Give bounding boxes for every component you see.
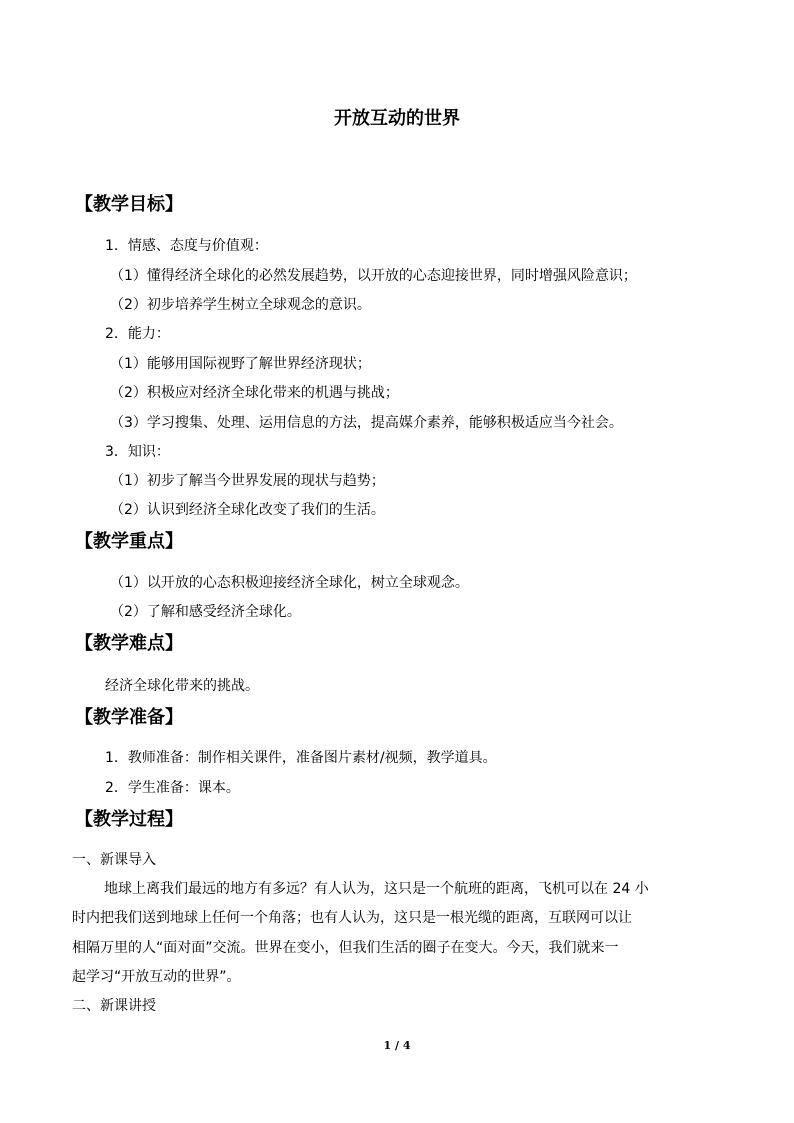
- section-heading-goals: 【教学目标】: [75, 194, 183, 215]
- goal-item: 3．知识：: [105, 444, 170, 460]
- difficulty-item: 经济全球化带来的挑战。: [105, 678, 259, 694]
- goal-item: （3）学习搜集、处理、运用信息的方法，提高媒介素养，能够积极适应当今社会。: [110, 415, 623, 431]
- intro-paragraph-line: 起学习“开放互动的世界”。: [72, 969, 241, 985]
- process-part-title: 一、新课导入: [72, 852, 156, 868]
- goal-item: 1．情感、态度与价值观：: [105, 238, 268, 254]
- section-heading-key-points: 【教学重点】: [75, 531, 183, 552]
- key-point-item: （2）了解和感受经济全球化。: [110, 604, 301, 620]
- intro-paragraph-line: 相隔万里的人“面对面”交流。世界在变小，但我们生活的圈子在变大。今天，我们就来一: [72, 940, 619, 956]
- preparation-item: 2．学生准备：课本。: [105, 780, 240, 796]
- section-heading-process: 【教学过程】: [75, 809, 183, 830]
- preparation-item: 1．教师准备：制作相关课件，准备图片素材/视频，教学道具。: [105, 750, 497, 766]
- process-part-title: 二、新课讲授: [72, 998, 156, 1014]
- section-heading-difficulties: 【教学难点】: [75, 633, 183, 654]
- intro-paragraph-line: 时内把我们送到地球上任何一个角落；也有人认为，这只是一根光缆的距离，互联网可以让: [72, 910, 632, 926]
- goal-item: （2）初步培养学生树立全球观念的意识。: [110, 297, 371, 313]
- key-point-item: （1）以开放的心态积极迎接经济全球化，树立全球观念。: [110, 575, 469, 591]
- goal-item: 2．能力：: [105, 326, 170, 342]
- page-number: 1 / 4: [383, 1039, 411, 1052]
- document-title: 开放互动的世界: [334, 108, 460, 129]
- goal-item: （1）初步了解当今世界发展的现状与趋势；: [110, 473, 385, 489]
- goal-item: （2）认识到经济全球化改变了我们的生活。: [110, 502, 385, 518]
- section-heading-preparation: 【教学准备】: [75, 707, 183, 728]
- goal-item: （1）能够用国际视野了解世界经济现状；: [110, 356, 371, 372]
- goal-item: （2）积极应对经济全球化带来的机遇与挑战；: [110, 385, 399, 401]
- intro-paragraph-line: 地球上离我们最远的地方有多远？有人认为，这只是一个航班的距离，飞机可以在 24 小: [104, 881, 649, 897]
- goal-item: （1）懂得经济全球化的必然发展趋势，以开放的心态迎接世界，同时增强风险意识；: [110, 268, 637, 284]
